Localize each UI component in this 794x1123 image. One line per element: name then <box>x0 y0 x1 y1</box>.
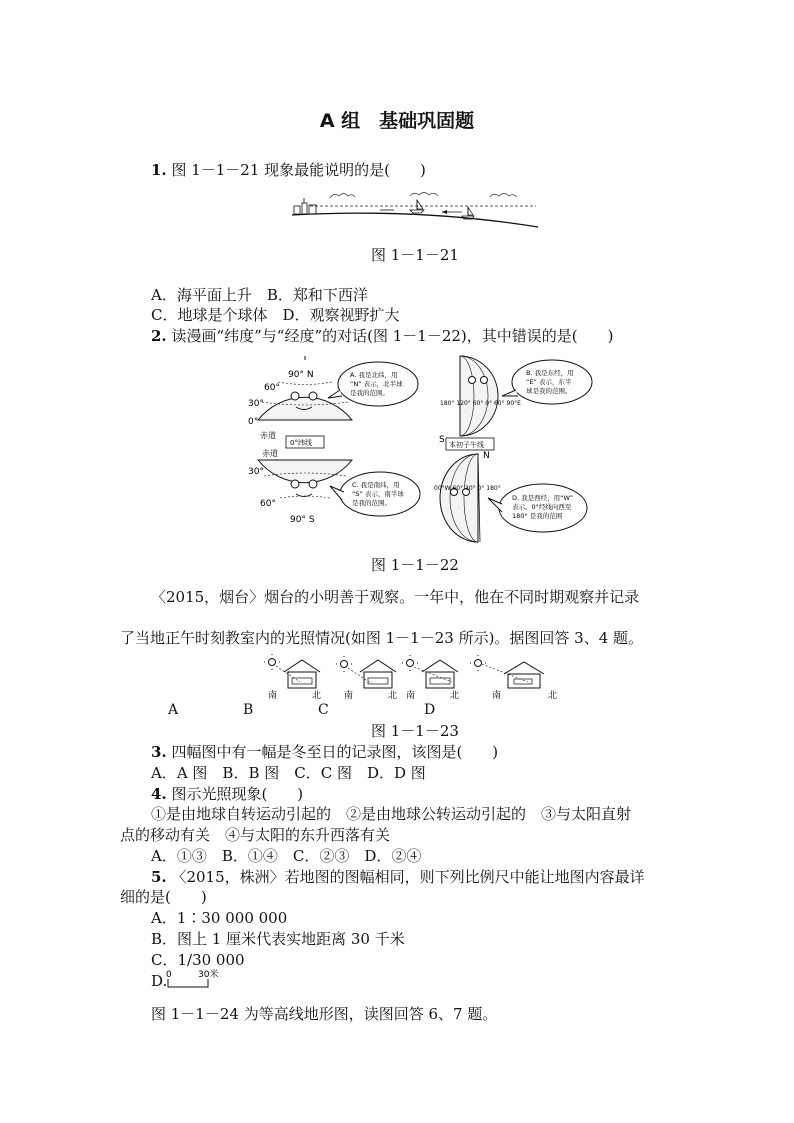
options-line: A．A 图 B．B 图 C．C 图 D．D 图 <box>151 764 426 782</box>
question-number: 3. <box>151 743 167 761</box>
option-a: A．1∶30 000 000 <box>151 909 288 927</box>
pole-s-label: S <box>439 435 445 445</box>
options-line: A．①③ B．①④ C．②③ D．②④ <box>151 847 422 865</box>
figure-1-1-23 <box>262 654 572 700</box>
question-stem: 图 1－1－21 现象最能说明的是( ) <box>171 161 426 179</box>
bubble-b-text: B. 我是东经，用 <box>526 369 574 377</box>
house-diagram-a <box>264 654 321 700</box>
figure-letter-a: A <box>168 702 179 718</box>
bubble-c-text: C. 我是南纬，用 <box>352 481 400 489</box>
intro-paragraph-line: 〈2015，烟台〉烟台的小明善于观察。一年中，他在不同时期观察并记录 <box>151 588 640 606</box>
question-number: 5. <box>151 868 167 886</box>
option-d-label: D. <box>151 972 168 990</box>
question-stem-cont: 细的是( ) <box>120 888 207 906</box>
equator-label: 赤道 <box>260 431 276 440</box>
direction-north-label: 北 <box>548 691 558 700</box>
direction-north-label: 北 <box>312 691 322 700</box>
figure-letter-c: C <box>318 702 329 718</box>
bubble-b-text: “E” 表示，东半 <box>526 378 572 386</box>
house-diagram-c <box>402 655 459 700</box>
longitude-top-labels: 180° 120° 60° 0° 60° 90°E <box>440 400 521 407</box>
figure-caption: 图 1－1－21 <box>371 246 459 264</box>
figure-letter-b: B <box>243 702 254 718</box>
direction-north-label: 北 <box>388 691 398 700</box>
pole-n-label: N <box>483 451 490 461</box>
question-1 <box>151 160 426 180</box>
bubble-b-text: 球是我的范围。 <box>526 387 572 395</box>
bubble-a-text: “N” 表示，北半球 <box>350 380 403 388</box>
direction-south-label: 南 <box>492 691 502 700</box>
bubble-d-text: D. 我是西经，用“W” <box>512 494 574 502</box>
lat-60-label: 60° <box>260 499 276 509</box>
scale-zero-label: 0 <box>166 970 172 980</box>
option-d <box>151 971 167 991</box>
figure-letter-d: D <box>424 702 436 718</box>
lat-30-label: 30° <box>248 467 264 477</box>
direction-south-label: 南 <box>406 691 416 700</box>
direction-south-label: 南 <box>344 691 354 700</box>
question-number: 4. <box>151 785 167 803</box>
lat-30-label: 30° <box>248 399 264 409</box>
scale-bar <box>166 967 226 989</box>
figure-1-1-22 <box>240 352 600 544</box>
figure-caption: 图 1－1－22 <box>371 556 459 574</box>
meridian-box-label: 本初子午线 <box>449 441 484 449</box>
scale-length-label: 30米 <box>198 970 219 980</box>
equator-label: 赤道 <box>262 449 278 458</box>
lat-60-label: 60° <box>264 383 280 393</box>
figure-caption: 图 1－1－23 <box>371 722 459 740</box>
bubble-a-text: 是我的范围。 <box>350 389 389 397</box>
bubble-c-text: 是我的范围。 <box>352 499 391 507</box>
question-stem: 图示光照现象( ) <box>171 785 304 803</box>
section-title: A 组 基础巩固题 <box>319 110 475 132</box>
question-2 <box>151 326 613 346</box>
question-stem: 〈2015，株洲〉若地图的图幅相同，则下列比例尺中能让地图内容最详 <box>171 868 645 886</box>
question-5 <box>151 867 645 887</box>
options-line: A．海平面上升 B．郑和下西洋 <box>151 286 368 304</box>
lat-90s-label: 90° S <box>290 515 315 525</box>
question-4 <box>151 784 303 804</box>
statement-line: ①是由地球自转运动引起的 ②是由地球公转运动引起的 ③与太阳直射 <box>151 805 632 823</box>
bubble-d-text: 表示。0°经线向西至 <box>512 503 572 511</box>
latitude-box-label: 0°纬线 <box>290 439 312 447</box>
bubble-a-text: A. 我是北纬，用 <box>350 371 398 379</box>
figure-1-1-21 <box>290 188 540 228</box>
bubble-d-text: 180° 是我的范围 <box>512 512 563 520</box>
house-diagram-d <box>470 655 557 700</box>
question-stem: 四幅图中有一幅是冬至日的记录图，该图是( ) <box>171 743 499 761</box>
intro-paragraph-line: 了当地正午时刻教室内的光照情况(如图 1－1－23 所示)。据图回答 3、4 题。 <box>120 629 644 647</box>
lat-0-label: 0° <box>248 417 259 427</box>
question-stem: 读漫画“纬度”与“经度”的对话(图 1－1－22)，其中错误的是( ) <box>171 327 614 345</box>
longitude-bottom-labels: 00°W 60° 30° 0° 180° <box>434 485 501 492</box>
option-b: B．图上 1 厘米代表实地距离 30 千米 <box>151 930 405 948</box>
options-line: C．地球是个球体 D．观察视野扩大 <box>151 306 400 324</box>
question-3 <box>151 742 498 762</box>
house-diagram-b <box>336 656 397 700</box>
statement-line: 点的移动有关 ④与太阳的东升西落有关 <box>120 826 391 844</box>
direction-north-label: 北 <box>450 691 460 700</box>
question-number: 1. <box>151 161 167 179</box>
bubble-c-text: “S” 表示，南半球 <box>352 490 404 498</box>
direction-south-label: 南 <box>268 691 278 700</box>
lat-90n-label: 90° N <box>288 370 314 380</box>
intro-paragraph-line: 图 1－1－24 为等高线地形图，读图回答 6、7 题。 <box>151 1005 498 1023</box>
question-number: 2. <box>151 327 167 345</box>
option-c: C．1/30 000 <box>151 951 245 969</box>
